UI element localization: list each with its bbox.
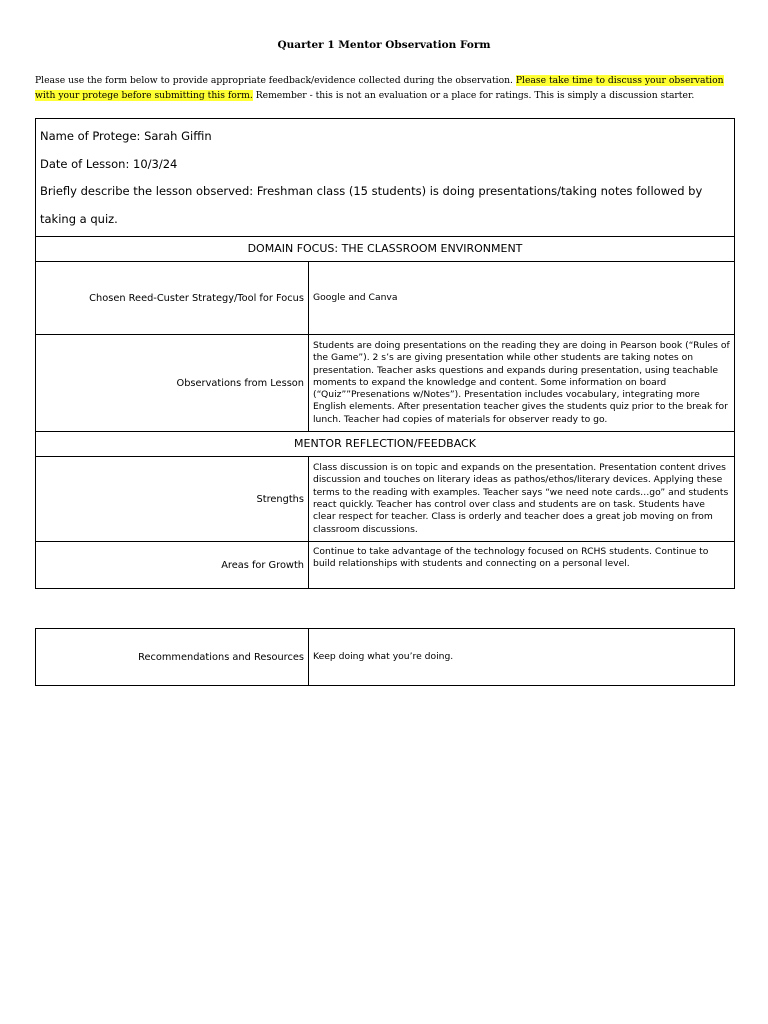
instructions-text: Please use the form below to provide appropriate feedback/evidence collected during the observation. <box>35 75 516 86</box>
domain-focus-heading: DOMAIN FOCUS: THE CLASSROOM ENVIRONMENT <box>36 237 734 262</box>
lesson-date-line <box>40 151 730 179</box>
protege-name-line <box>40 123 730 151</box>
growth-label: Areas for Growth <box>36 542 309 588</box>
lesson-date-label: Date of Lesson: <box>40 156 133 171</box>
page-title: Quarter 1 Mentor Observation Form <box>277 39 491 51</box>
lesson-description-line <box>40 178 730 233</box>
recommendations-row <box>36 629 734 685</box>
strengths-row <box>36 457 734 542</box>
strategy-value: Google and Canva <box>313 291 398 303</box>
recommendations-label: Recommendations and Resources <box>36 629 309 685</box>
observations-value: Students are doing presentations on the reading they are doing in Pearson book (“Rules of the Game”). 2 s’s are giving presentation while other students are taking notes on presentation. Teacher asks questions and expands during presentation, using teachable moments to expand the knowledge and content. Some information on board (“Quiz””Presenations w/Notes”). Presentation includes vocabulary, integrating more English elements. After presentation teacher gives the students quiz prior to the break for lunch. Teacher had copies of materials for observer ready to go. <box>313 339 730 425</box>
observations-label: Observations from Lesson <box>36 335 309 431</box>
instructions-paragraph <box>35 73 735 103</box>
instructions-highlight: Please take time to discuss your observation with your protege before submitting this form. <box>35 75 724 101</box>
lesson-description-value: Freshman class (15 students) is doing presentations/taking notes followed by taking a quiz. <box>40 184 703 226</box>
growth-row <box>36 542 734 588</box>
observation-form-table <box>35 118 735 589</box>
recommendations-value: Keep doing what you’re doing. <box>313 650 454 662</box>
lesson-info-block <box>36 119 734 237</box>
growth-value: Continue to take advantage of the technology focused on RCHS students. Continue to build relationships with students and connecting on a personal level. <box>313 546 709 570</box>
strengths-value: Class discussion is on topic and expands on the presentation. Presentation content drives discussion and touches on literary ideas as pathos/ethos/literary devices. Applying these terms to the reading with examples. Teacher says “we need note cards…go” and students react quickly. Teacher has control over class and students are on task. Students have clear respect for teacher. Class is orderly and teacher does a great job moving on from classroom discussions. <box>313 462 729 535</box>
protege-name-label: Name of Protege: <box>40 129 145 143</box>
instructions-note: Remember - this is not an evaluation or a place for ratings. This is simply a discussion starter. <box>252 90 695 101</box>
recommendations-table <box>35 628 735 686</box>
strategy-row <box>36 262 734 335</box>
observations-row <box>36 335 734 432</box>
strategy-label: Chosen Reed-Custer Strategy/Tool for Focus <box>36 262 309 334</box>
protege-name-value: Sarah Giffin <box>144 129 212 143</box>
mentor-reflection-heading: MENTOR REFLECTION/FEEDBACK <box>36 432 734 457</box>
lesson-date-value: 10/3/24 <box>133 156 178 171</box>
lesson-description-label: Briefly describe the lesson observed: <box>40 184 257 198</box>
strengths-label: Strengths <box>36 457 309 541</box>
